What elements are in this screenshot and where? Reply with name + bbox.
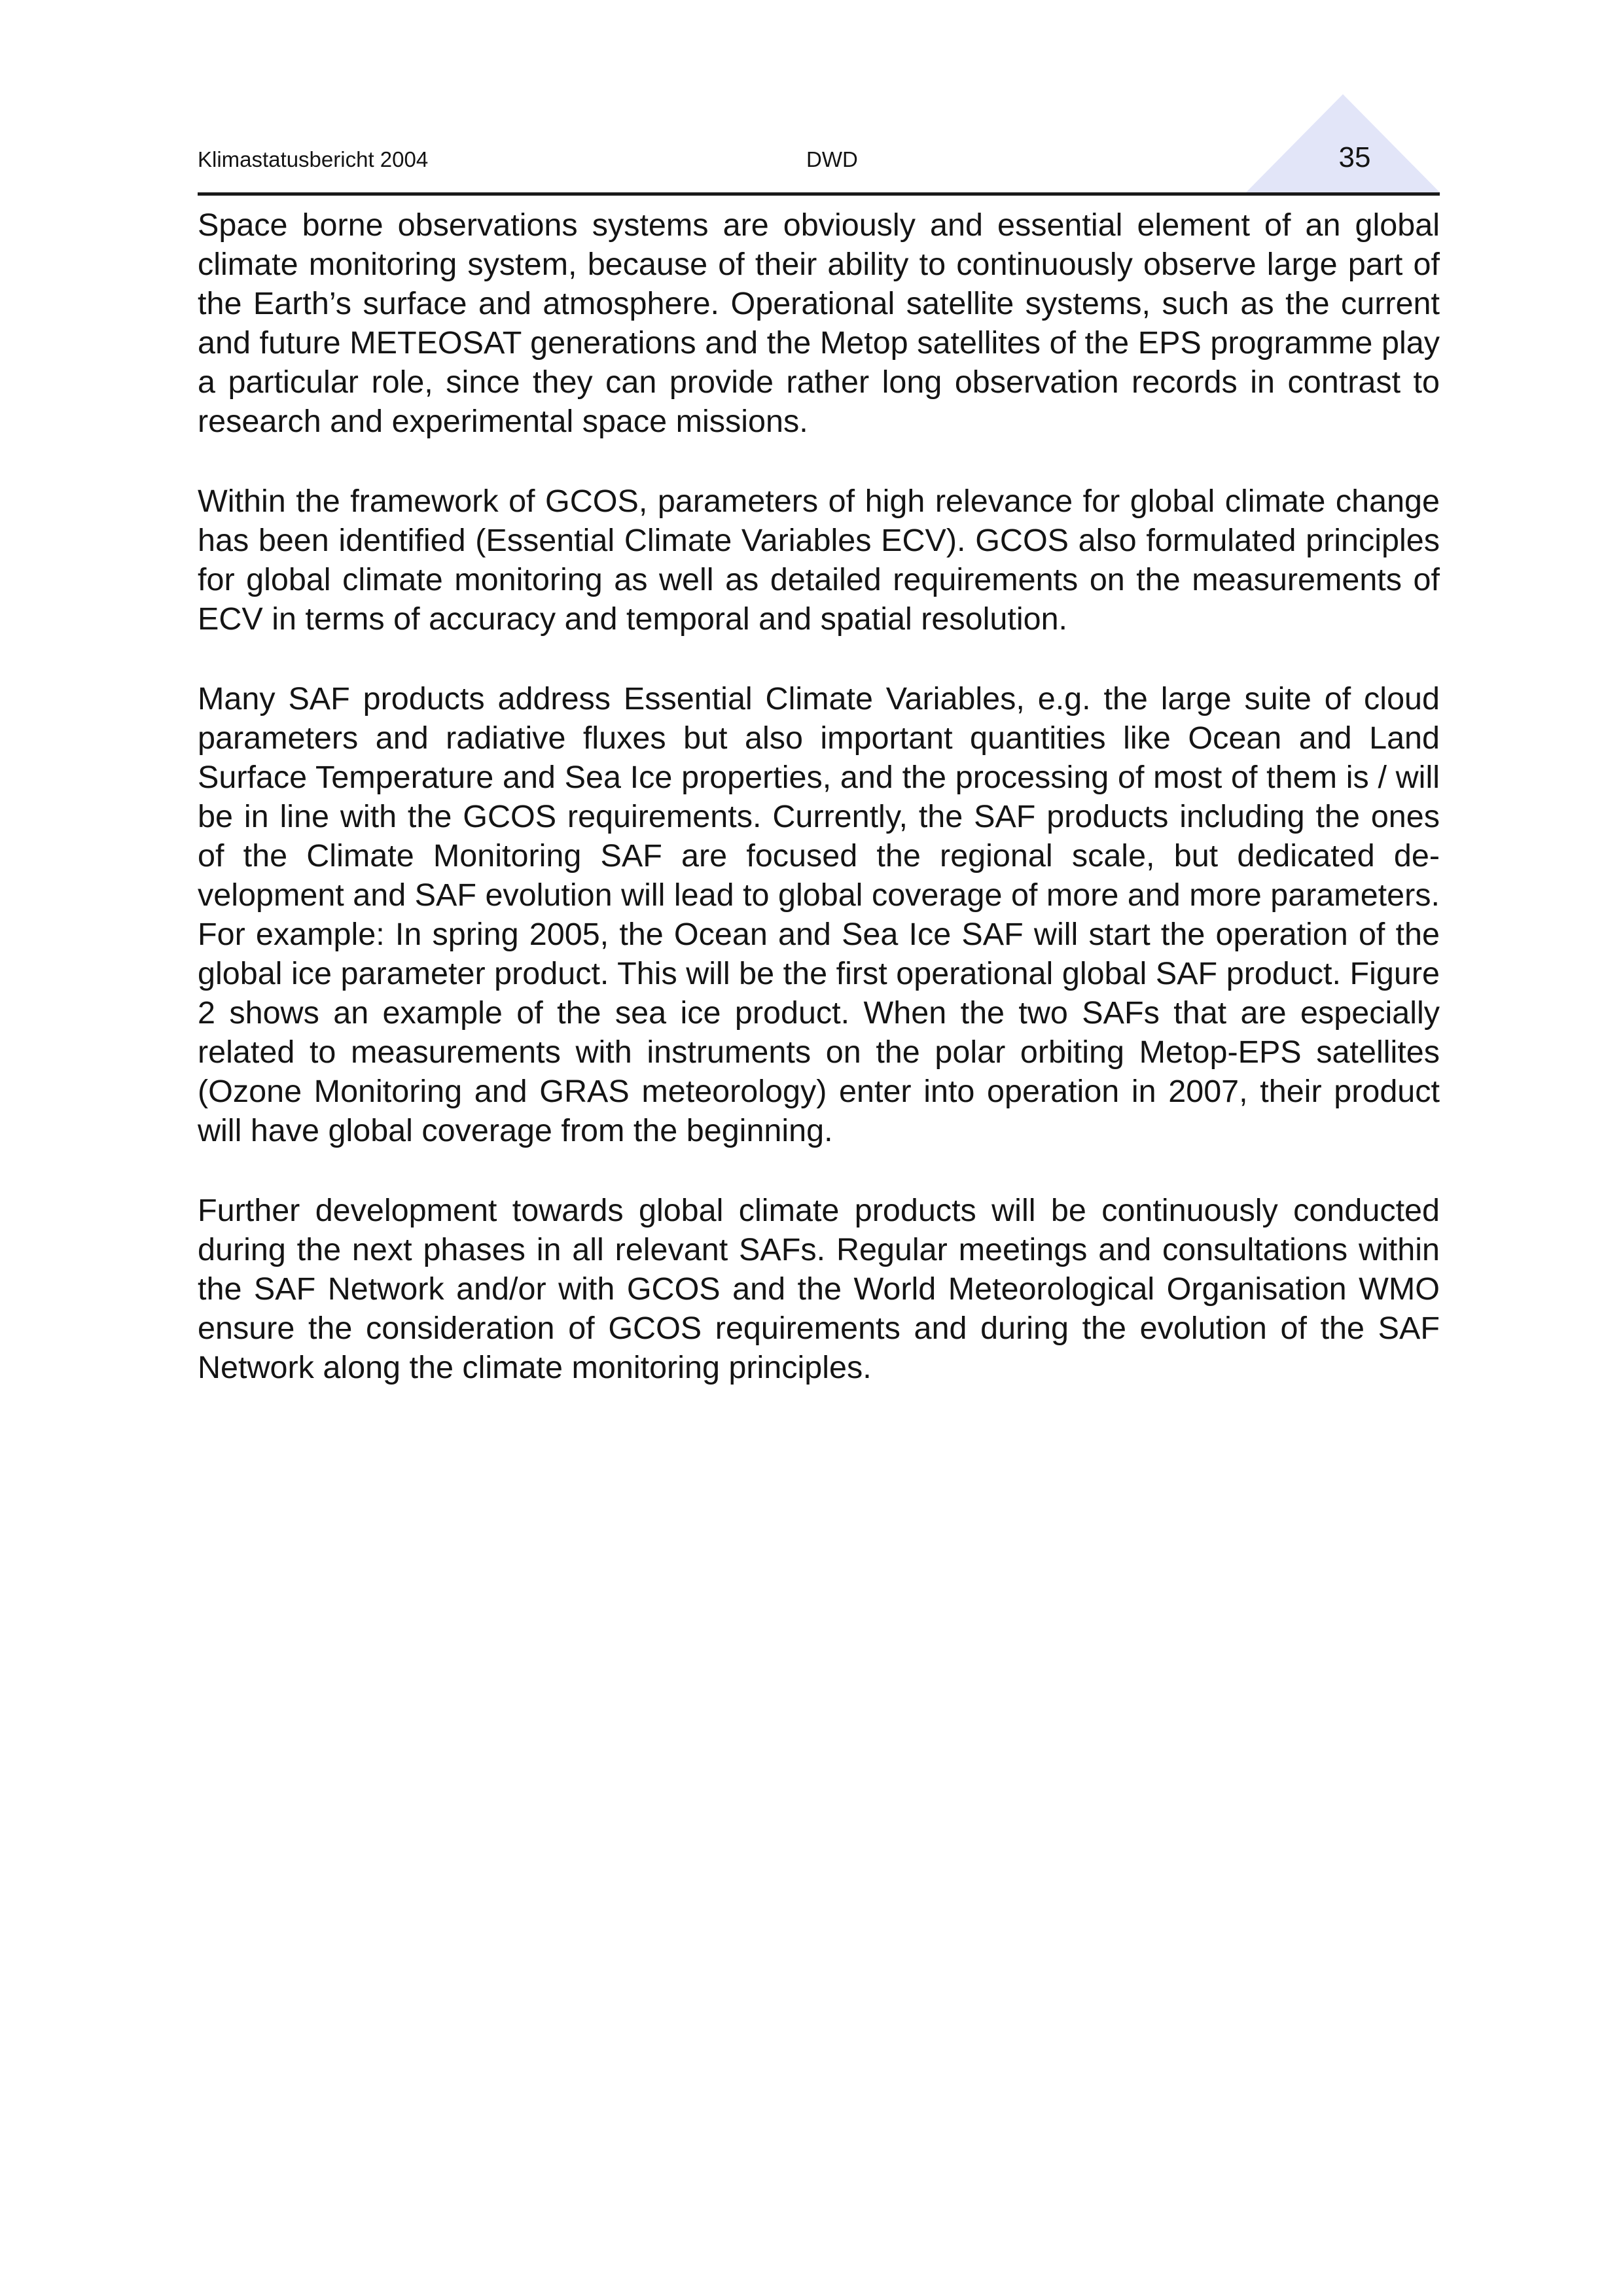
paragraph-space-borne-observations: Space borne observations systems are obviously and essential element of an global climate monitoring system, because of their ability to continuously observe large part of the Earth’s surface and atmosphere. Operational satellite systems, such as the current and future METEOSAT generations and the Metop satellites of the EPS programme play a particular role, since they can provide rather long observation records in contrast to research and experimental space missions. <box>198 207 1440 439</box>
paragraph-gcos-framework: Within the framework of GCOS, parameters of high relevance for global climate change has been identified (Essential Climate Variables ECV). GCOS also formulated principles for global climate monitoring as well as detailed requirements on the measurements of ECV in terms of accuracy and temporal and spatial resolution. <box>198 484 1440 637</box>
page-number: 35 <box>1338 141 1371 173</box>
paragraph-saf-products: Many SAF products address Essential Climate Variables, e.g. the large suite of cloud parameters and radiative fluxes but also important quantities like Ocean and Land Surface Temperature and Sea Ice properties, and the processing of most of them is / will be in line with the GCOS requirements. Currently, the SAF products including the ones of the Climate Monitoring SAF are focused the regional scale, but dedicated development and SAF evolution will lead to global coverage of more and more parameters. For example: In spring 2005, the Ocean and Sea Ice SAF will start the operation of the global ice parameter product. This will be the first operational global SAF product. Figure 2 shows an example of the sea ice product. When the two SAFs that are especially related to measurements with instruments on the polar orbiting Metop-EPS satellites (Ozone Monitoring and GRAS meteorology) enter into operation in 2007, their product will have global coverage from the beginning. <box>198 681 1440 1148</box>
publisher-name: DWD <box>806 147 858 171</box>
page-header <box>198 92 1440 196</box>
paragraph-further-development: Further development towards global climate products will be continuously conducted during the next phases in all relevant SAFs. Regular meetings and consultations within the SAF Network and/or with GCOS and the World Meteorological Organisation WMO ensure the consideration of GCOS requirements and during the evolution of the SAF Network along the climate monitoring principles. <box>198 1193 1440 1385</box>
report-title: Klimastatusbericht 2004 <box>198 147 429 171</box>
header-rule <box>198 192 1440 196</box>
body-text <box>198 205 1440 1428</box>
